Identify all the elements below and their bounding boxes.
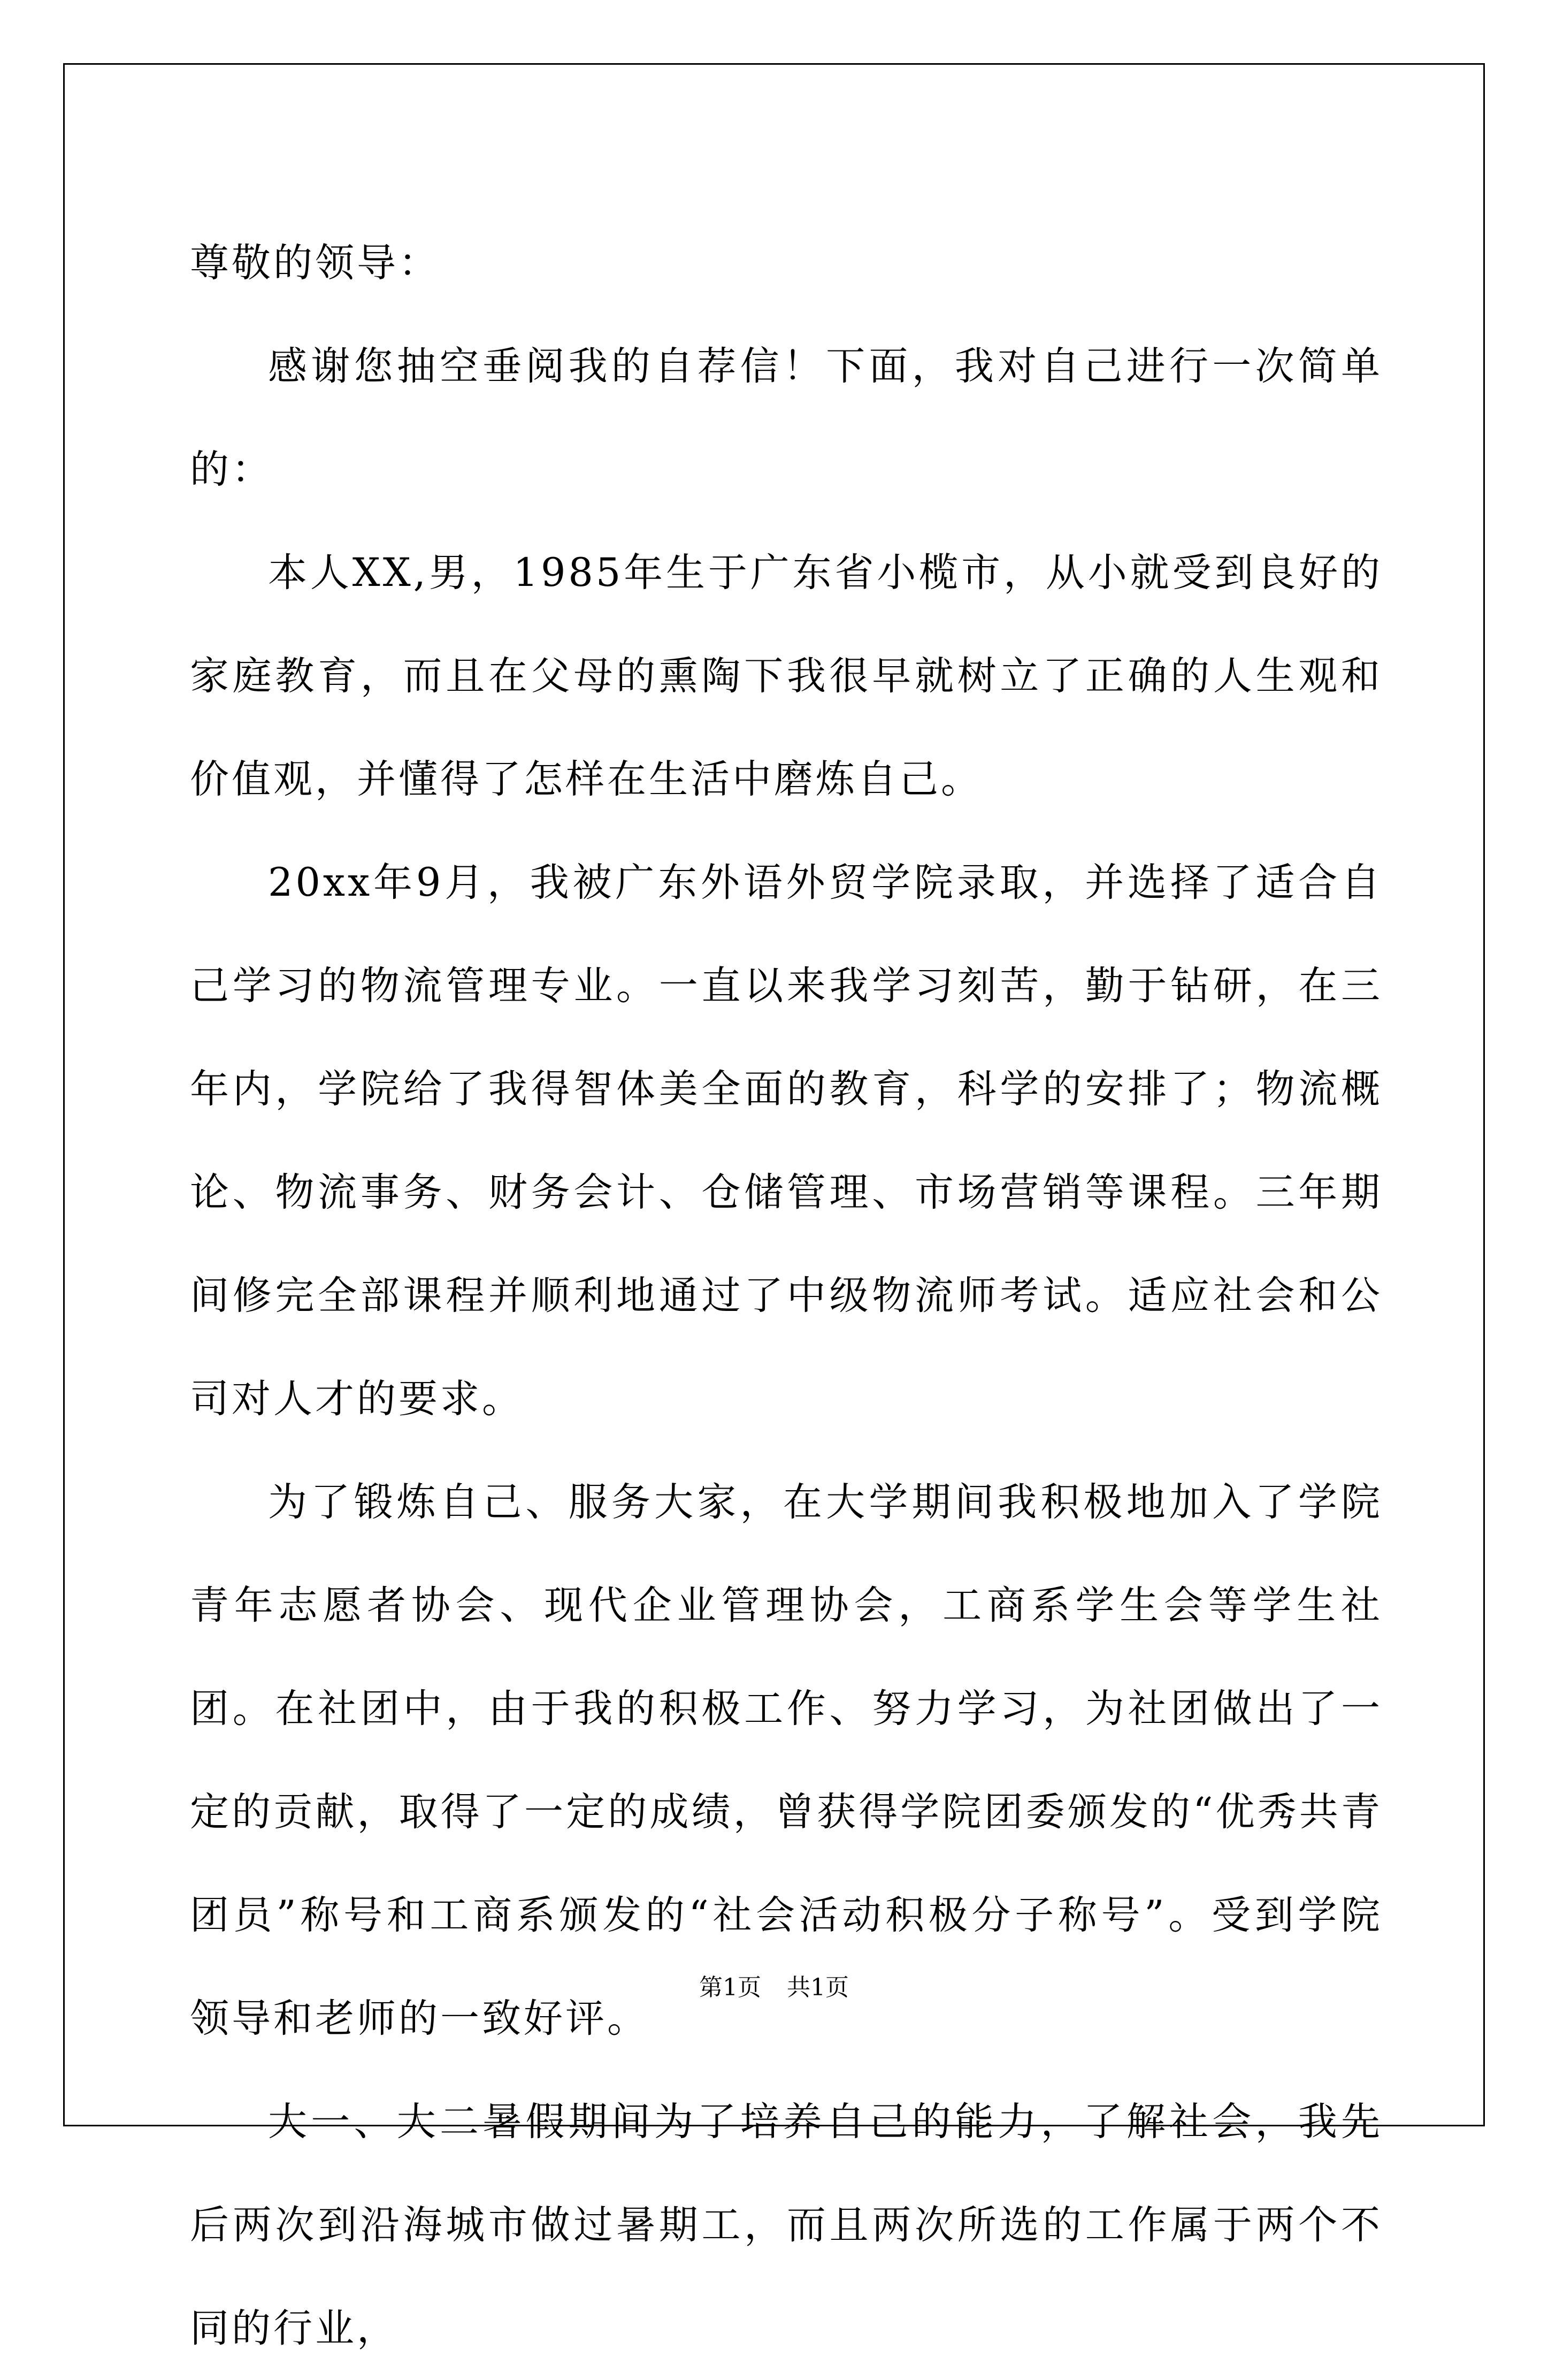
paragraph-background: 本人XX,男，1985年生于广东省小榄市，从小就受到良好的家庭教育，而且在父母的熏陶下我很早就树立了正确的人生观和价值观，并懂得了怎样在生活中磨炼自己。 (190, 550, 1383, 802)
page-total: 共1页 (787, 1974, 849, 2001)
page-footer (0, 1968, 1548, 2002)
paragraph-education: 20xx年9月，我被广东外语外贸学院录取，并选择了适合自己学习的物流管理专业。一直以来我学习刻苦，勤于钻研，在三年内，学院给了我得智体美全面的教育，科学的安排了；物流概论、物流事务、财务会计、仓储管理、市场营销等课程。三年期间修完全部课程并顺利地通过了中级物流师考试。适应社会和公司对人才的要求。 (190, 860, 1383, 1422)
letter-body (190, 211, 1383, 2380)
page-number: 第1页 (699, 1974, 761, 2001)
paragraph-activities: 为了锻炼自己、服务大家，在大学期间我积极地加入了学院青年志愿者协会、现代企业管理协会，工商系学生会等学生社团。在社团中，由于我的积极工作、努力学习，为社团做出了一定的贡献，取得了一定的成绩，曾获得学院团委颁发的“优秀共青团员”称号和工商系颁发的“社会活动积极分子称号”。受到学院领导和老师的一致好评。 (190, 1479, 1383, 2041)
salutation: 尊敬的领导： (190, 240, 440, 286)
paragraph-summer-work: 大一、大二暑假期间为了培养自己的能力，了解社会，我先后两次到沿海城市做过暑期工，而且两次所选的工作属于两个不同的行业， (190, 2099, 1383, 2351)
paragraph-intro: 感谢您抽空垂阅我的自荐信！下面，我对自己进行一次简单的： (190, 344, 1383, 492)
